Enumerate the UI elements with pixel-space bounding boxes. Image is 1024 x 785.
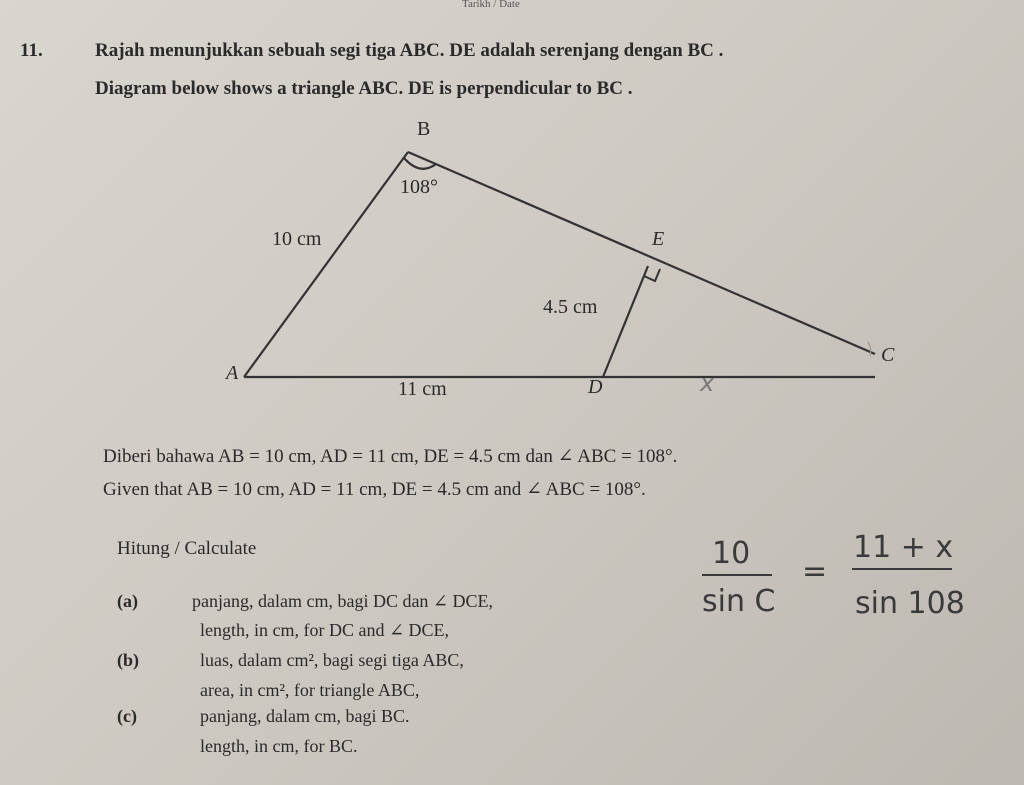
angle-c-arc-pencil xyxy=(868,342,871,356)
vertex-d-label: D xyxy=(588,376,603,398)
part-c-label: (c) xyxy=(117,706,137,726)
part-b-label: (b) xyxy=(117,650,139,670)
angle-b-label: 108° xyxy=(400,176,438,198)
question-text-english: Diagram below shows a triangle ABC. DE is perpendicular to BC . xyxy=(95,78,633,99)
angle-b-arc xyxy=(404,158,436,169)
vertex-e-label: E xyxy=(652,228,665,250)
part-c-english: length, in cm, for BC. xyxy=(200,736,358,756)
handwritten-fraction-bar-left xyxy=(702,574,772,576)
question-number: 11. xyxy=(20,40,43,61)
given-malay: Diberi bahawa AB = 10 cm, AD = 11 cm, DE = 4.5 cm dan ∠ ABC = 108°. xyxy=(103,446,678,467)
question-text-malay: Rajah menunjukkan sebuah segi tiga ABC. DE adalah serenjang dengan BC . xyxy=(95,40,724,61)
de-length-label: 4.5 cm xyxy=(543,296,598,318)
given-english: Given that AB = 10 cm, AD = 11 cm, DE = 4.5 cm and ∠ ABC = 108°. xyxy=(103,479,646,500)
vertex-c-label: C xyxy=(881,344,895,366)
side-ab xyxy=(244,152,408,377)
part-a-label: (a) xyxy=(117,591,138,611)
ab-length-label: 10 cm xyxy=(272,228,322,250)
handwritten-den-left: sin C xyxy=(702,584,776,619)
handwritten-num-right: 11 + x xyxy=(853,530,954,565)
side-bc xyxy=(408,152,875,354)
handwritten-fraction-bar-right xyxy=(852,568,952,570)
handwritten-x: x xyxy=(700,369,715,397)
handwritten-num-left: 10 xyxy=(712,536,751,571)
handwritten-den-right: sin 108 xyxy=(855,586,965,621)
part-a-malay: panjang, dalam cm, bagi DC dan ∠ DCE, xyxy=(192,591,494,611)
vertex-a-label: A xyxy=(226,362,239,384)
part-c-malay: panjang, dalam cm, bagi BC. xyxy=(200,706,410,726)
part-b-english: area, in cm², for triangle ABC, xyxy=(200,680,420,700)
vertex-b-label: B xyxy=(417,118,431,140)
segment-de xyxy=(603,266,648,377)
part-a-english: length, in cm, for DC and ∠ DCE, xyxy=(200,620,450,640)
calculate-heading: Hitung / Calculate xyxy=(117,538,257,559)
date-header: Tarikh / Date xyxy=(462,0,520,10)
part-b-malay: luas, dalam cm², bagi segi tiga ABC, xyxy=(200,650,464,670)
ad-length-label: 11 cm xyxy=(398,378,447,400)
handwritten-equals: = xyxy=(802,554,828,589)
